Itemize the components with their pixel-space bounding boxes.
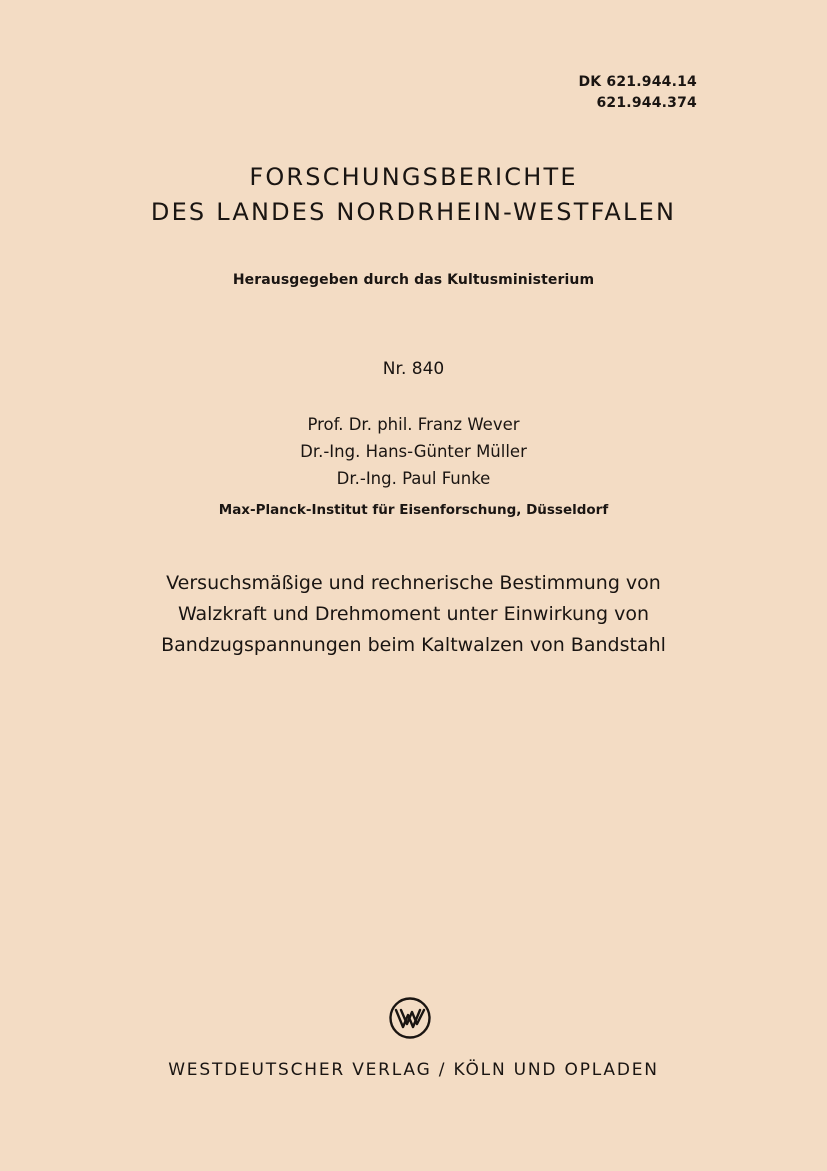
- author-1: Prof. Dr. phil. Franz Wever: [307, 415, 520, 434]
- report-number: Nr. 840: [382, 359, 445, 379]
- classification-line-1: DK 621.944.14: [578, 74, 697, 90]
- classification-line-2: 621.944.374: [596, 95, 697, 111]
- report-title-line-2: Walzkraft und Drehmoment unter Einwirkung von: [177, 603, 650, 625]
- series-title-line-2: DES LANDES NORDRHEIN-WESTFALEN: [150, 198, 677, 226]
- author-list: [0, 411, 827, 492]
- report-title-line-1: Versuchsmäßige und rechnerische Bestimmung von: [166, 572, 661, 594]
- editor-line: Herausgegeben durch das Kultusministerium: [232, 272, 595, 288]
- classification-numbers: [578, 72, 697, 114]
- author-3: Dr.-Ing. Paul Funke: [336, 469, 491, 488]
- publisher-imprint: WESTDEUTSCHER VERLAG / KÖLN UND OPLADEN: [168, 1060, 659, 1080]
- institute: Max-Planck-Institut für Eisenforschung, Düsseldorf: [218, 502, 609, 518]
- series-title-line-1: FORSCHUNGSBERICHTE: [249, 163, 578, 191]
- westdeutscher-verlag-logo-icon: [388, 996, 432, 1040]
- series-title: [0, 160, 827, 230]
- report-title-line-3: Bandzugspannungen beim Kaltwalzen von Bandstahl: [161, 634, 666, 656]
- report-title: [0, 568, 827, 661]
- author-2: Dr.-Ing. Hans-Günter Müller: [300, 442, 527, 461]
